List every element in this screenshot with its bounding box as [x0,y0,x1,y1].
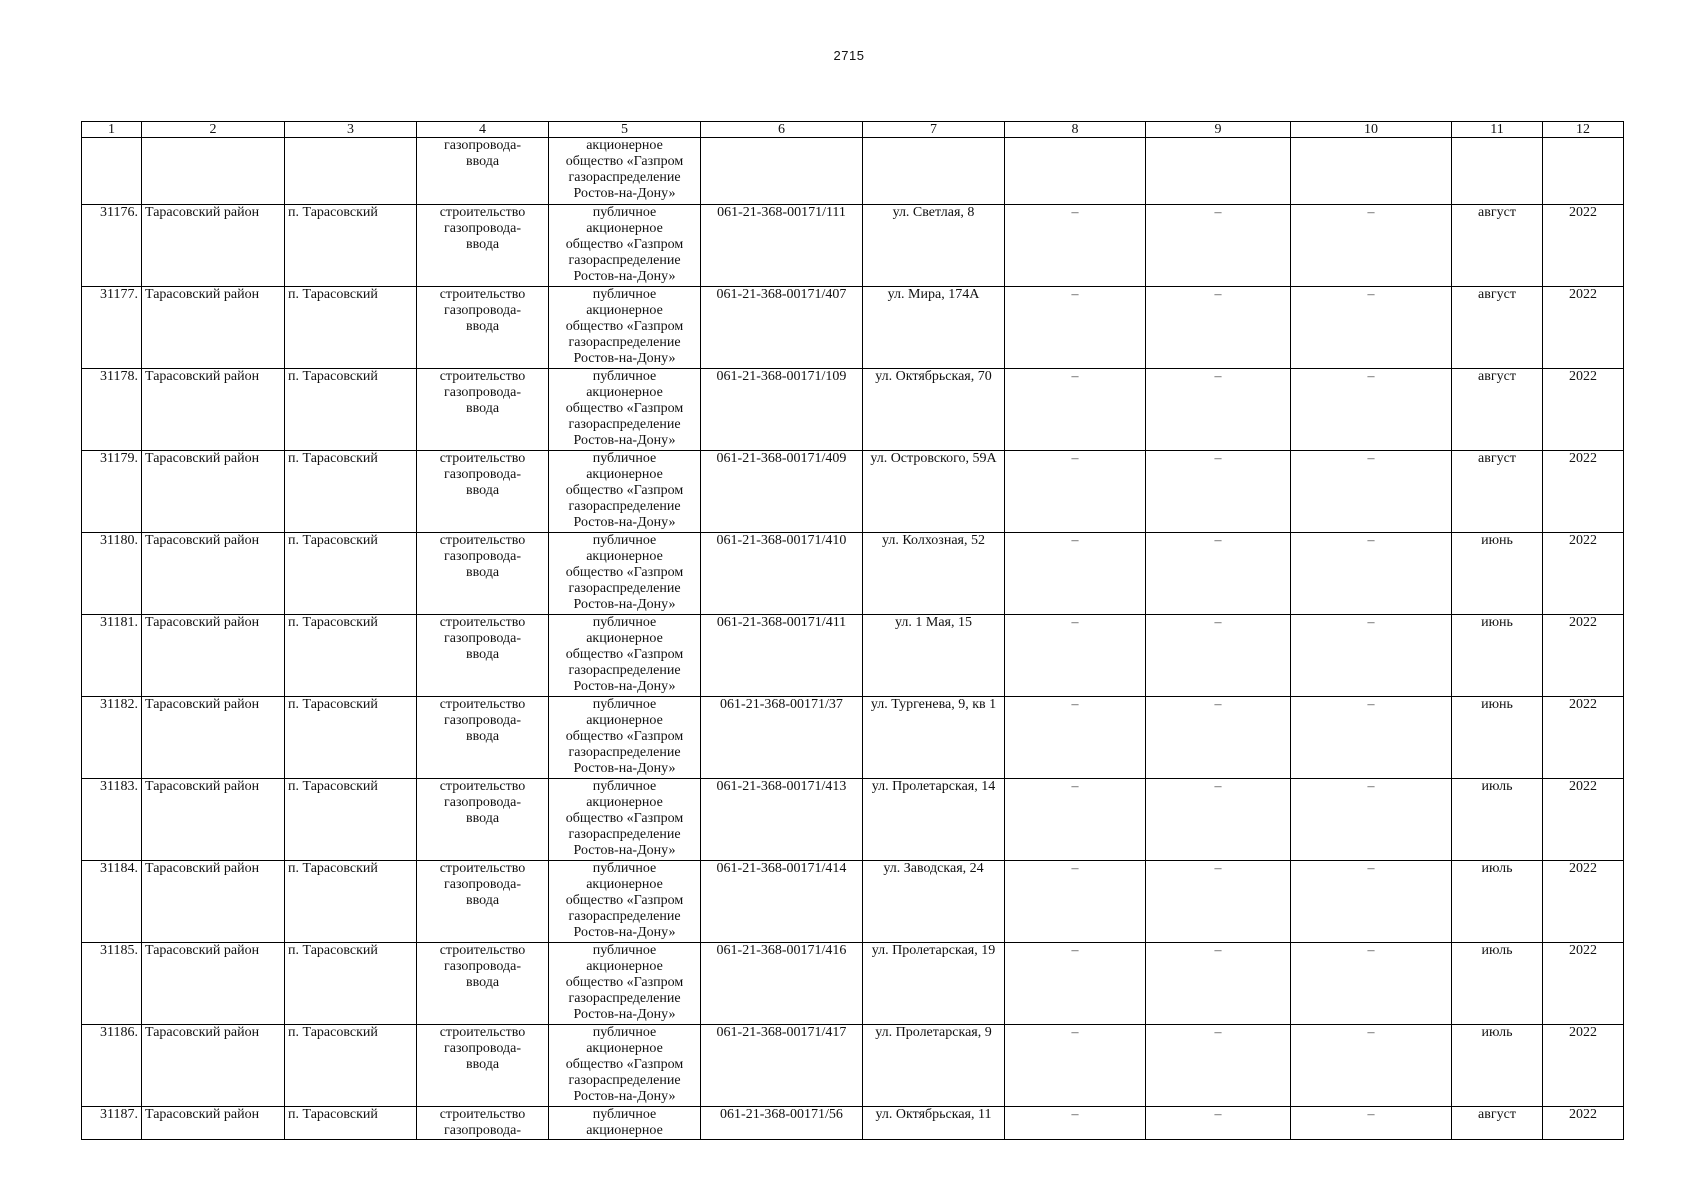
code-cell: 061-21-368-00171/56 [701,1107,863,1140]
district-cell: Тарасовский район [142,205,285,287]
work-type-cell: строительство газопровода- ввода [417,205,549,287]
year-cell: 2022 [1543,533,1624,615]
code-cell: 061-21-368-00171/409 [701,451,863,533]
row-number-cell: 31185. [82,943,142,1025]
col9-cell: – [1146,861,1291,943]
col10-cell: – [1291,779,1452,861]
month-cell: июнь [1452,697,1543,779]
row-number-cell: 31182. [82,697,142,779]
code-cell: 061-21-368-00171/411 [701,615,863,697]
column-header: 11 [1452,122,1543,138]
year-cell: 2022 [1543,1107,1624,1140]
table-row [82,369,1624,451]
organization-cell: акционерное общество «Газпром газораспределение Ростов-на-Дону» [549,138,701,205]
organization-cell: публичное акционерное общество «Газпром газораспределение Ростов-на-Дону» [549,615,701,697]
col9-cell: – [1146,779,1291,861]
settlement-cell: п. Тарасовский [285,451,417,533]
code-cell: 061-21-368-00171/414 [701,861,863,943]
column-header: 9 [1146,122,1291,138]
month-cell: июль [1452,779,1543,861]
col9-cell: – [1146,615,1291,697]
month-cell: август [1452,287,1543,369]
work-type-cell: строительство газопровода- ввода [417,615,549,697]
district-cell: Тарасовский район [142,697,285,779]
table-row [82,615,1624,697]
code-cell: 061-21-368-00171/37 [701,697,863,779]
address-cell: ул. Мира, 174А [863,287,1005,369]
work-type-cell: строительство газопровода- ввода [417,943,549,1025]
organization-cell: публичное акционерное общество «Газпром газораспределение Ростов-на-Дону» [549,533,701,615]
col8-cell: – [1005,779,1146,861]
row-number-cell: 31180. [82,533,142,615]
work-type-cell: газопровода- ввода [417,138,549,205]
organization-cell: публичное акционерное общество «Газпром газораспределение Ростов-на-Дону» [549,287,701,369]
header-row [82,122,1624,138]
settlement-cell: п. Тарасовский [285,205,417,287]
address-cell: ул. Колхозная, 52 [863,533,1005,615]
organization-cell: публичное акционерное общество «Газпром газораспределение Ростов-на-Дону» [549,861,701,943]
table-row [82,451,1624,533]
table-row [82,1025,1624,1107]
year-cell: 2022 [1543,779,1624,861]
col9-cell: – [1146,205,1291,287]
organization-cell: публичное акционерное общество «Газпром газораспределение Ростов-на-Дону» [549,943,701,1025]
address-cell: ул. Островского, 59А [863,451,1005,533]
col10-cell: – [1291,1107,1452,1140]
table-row [82,861,1624,943]
address-cell: ул. Светлая, 8 [863,205,1005,287]
col10-cell: – [1291,533,1452,615]
col8-cell: – [1005,861,1146,943]
table-row [82,287,1624,369]
col9-cell: – [1146,1107,1291,1140]
settlement-cell: п. Тарасовский [285,861,417,943]
work-type-cell: строительство газопровода- ввода [417,861,549,943]
continued-row [82,138,1624,205]
district-cell: Тарасовский район [142,533,285,615]
col10-cell: – [1291,861,1452,943]
settlement-cell: п. Тарасовский [285,943,417,1025]
district-cell: Тарасовский район [142,615,285,697]
district-cell: Тарасовский район [142,1025,285,1107]
col9-cell: – [1146,451,1291,533]
row-number-cell: 31176. [82,205,142,287]
column-header: 2 [142,122,285,138]
col9-cell: – [1146,1025,1291,1107]
month-cell: июнь [1452,615,1543,697]
col8-cell: – [1005,205,1146,287]
table-row [82,779,1624,861]
row-number-cell: 31183. [82,779,142,861]
column-header: 4 [417,122,549,138]
address-cell: ул. Пролетарская, 9 [863,1025,1005,1107]
address-cell: ул. Тургенева, 9, кв 1 [863,697,1005,779]
settlement-cell: п. Тарасовский [285,1025,417,1107]
col8-cell: – [1005,369,1146,451]
table-row [82,697,1624,779]
col8-cell: – [1005,533,1146,615]
col10-cell: – [1291,615,1452,697]
organization-cell: публичное акционерное общество «Газпром газораспределение Ростов-на-Дону» [549,697,701,779]
year-cell: 2022 [1543,615,1624,697]
row-number-cell: 31186. [82,1025,142,1107]
address-cell: ул. Пролетарская, 19 [863,943,1005,1025]
organization-cell: публичное акционерное [549,1107,701,1140]
column-header: 7 [863,122,1005,138]
address-cell: ул. Октябрьская, 11 [863,1107,1005,1140]
organization-cell: публичное акционерное общество «Газпром газораспределение Ростов-на-Дону» [549,369,701,451]
table-row [82,943,1624,1025]
work-type-cell: строительство газопровода- ввода [417,697,549,779]
code-cell: 061-21-368-00171/413 [701,779,863,861]
district-cell: Тарасовский район [142,861,285,943]
table-row [82,1107,1624,1140]
col8-cell: – [1005,451,1146,533]
work-type-cell: строительство газопровода- ввода [417,1025,549,1107]
column-header: 1 [82,122,142,138]
col10-cell: – [1291,943,1452,1025]
settlement-cell: п. Тарасовский [285,615,417,697]
work-type-cell: строительство газопровода- ввода [417,533,549,615]
settlement-cell: п. Тарасовский [285,697,417,779]
year-cell: 2022 [1543,205,1624,287]
col9-cell: – [1146,697,1291,779]
col8-cell: – [1005,697,1146,779]
address-cell: ул. Пролетарская, 14 [863,779,1005,861]
table-row [82,533,1624,615]
code-cell: 061-21-368-00171/407 [701,287,863,369]
year-cell: 2022 [1543,369,1624,451]
col9-cell: – [1146,287,1291,369]
col8-cell: – [1005,943,1146,1025]
data-table [81,121,1624,1140]
organization-cell: публичное акционерное общество «Газпром газораспределение Ростов-на-Дону» [549,451,701,533]
row-number-cell: 31187. [82,1107,142,1140]
district-cell: Тарасовский район [142,287,285,369]
work-type-cell: строительство газопровода- [417,1107,549,1140]
month-cell: август [1452,1107,1543,1140]
month-cell: август [1452,369,1543,451]
district-cell: Тарасовский район [142,369,285,451]
work-type-cell: строительство газопровода- ввода [417,451,549,533]
year-cell: 2022 [1543,697,1624,779]
organization-cell: публичное акционерное общество «Газпром газораспределение Ростов-на-Дону» [549,779,701,861]
work-type-cell: строительство газопровода- ввода [417,369,549,451]
settlement-cell: п. Тарасовский [285,779,417,861]
col8-cell: – [1005,615,1146,697]
column-header: 6 [701,122,863,138]
year-cell: 2022 [1543,943,1624,1025]
col8-cell: – [1005,1107,1146,1140]
year-cell: 2022 [1543,861,1624,943]
address-cell: ул. 1 Мая, 15 [863,615,1005,697]
col10-cell: – [1291,287,1452,369]
col10-cell: – [1291,205,1452,287]
month-cell: июль [1452,861,1543,943]
column-header: 8 [1005,122,1146,138]
year-cell: 2022 [1543,1025,1624,1107]
col8-cell: – [1005,287,1146,369]
settlement-cell: п. Тарасовский [285,287,417,369]
column-header: 12 [1543,122,1624,138]
year-cell: 2022 [1543,287,1624,369]
row-number-cell: 31178. [82,369,142,451]
district-cell: Тарасовский район [142,943,285,1025]
month-cell: август [1452,451,1543,533]
column-header: 3 [285,122,417,138]
row-number-cell: 31177. [82,287,142,369]
col8-cell: – [1005,1025,1146,1107]
organization-cell: публичное акционерное общество «Газпром газораспределение Ростов-на-Дону» [549,205,701,287]
row-number-cell: 31181. [82,615,142,697]
code-cell: 061-21-368-00171/111 [701,205,863,287]
row-number-cell: 31184. [82,861,142,943]
code-cell: 061-21-368-00171/416 [701,943,863,1025]
col10-cell: – [1291,369,1452,451]
settlement-cell: п. Тарасовский [285,533,417,615]
month-cell: июль [1452,943,1543,1025]
col10-cell: – [1291,1025,1452,1107]
organization-cell: публичное акционерное общество «Газпром газораспределение Ростов-на-Дону» [549,1025,701,1107]
col9-cell: – [1146,369,1291,451]
work-type-cell: строительство газопровода- ввода [417,287,549,369]
code-cell: 061-21-368-00171/417 [701,1025,863,1107]
month-cell: август [1452,205,1543,287]
district-cell: Тарасовский район [142,451,285,533]
col10-cell: – [1291,451,1452,533]
col9-cell: – [1146,943,1291,1025]
column-header: 10 [1291,122,1452,138]
settlement-cell: п. Тарасовский [285,1107,417,1140]
address-cell: ул. Заводская, 24 [863,861,1005,943]
col9-cell: – [1146,533,1291,615]
row-number-cell: 31179. [82,451,142,533]
col10-cell: – [1291,697,1452,779]
district-cell: Тарасовский район [142,1107,285,1140]
code-cell: 061-21-368-00171/109 [701,369,863,451]
settlement-cell: п. Тарасовский [285,369,417,451]
month-cell: июнь [1452,533,1543,615]
work-type-cell: строительство газопровода- ввода [417,779,549,861]
address-cell: ул. Октябрьская, 70 [863,369,1005,451]
table-row [82,205,1624,287]
column-header: 5 [549,122,701,138]
year-cell: 2022 [1543,451,1624,533]
district-cell: Тарасовский район [142,779,285,861]
page-number: 2715 [833,48,865,63]
code-cell: 061-21-368-00171/410 [701,533,863,615]
month-cell: июль [1452,1025,1543,1107]
